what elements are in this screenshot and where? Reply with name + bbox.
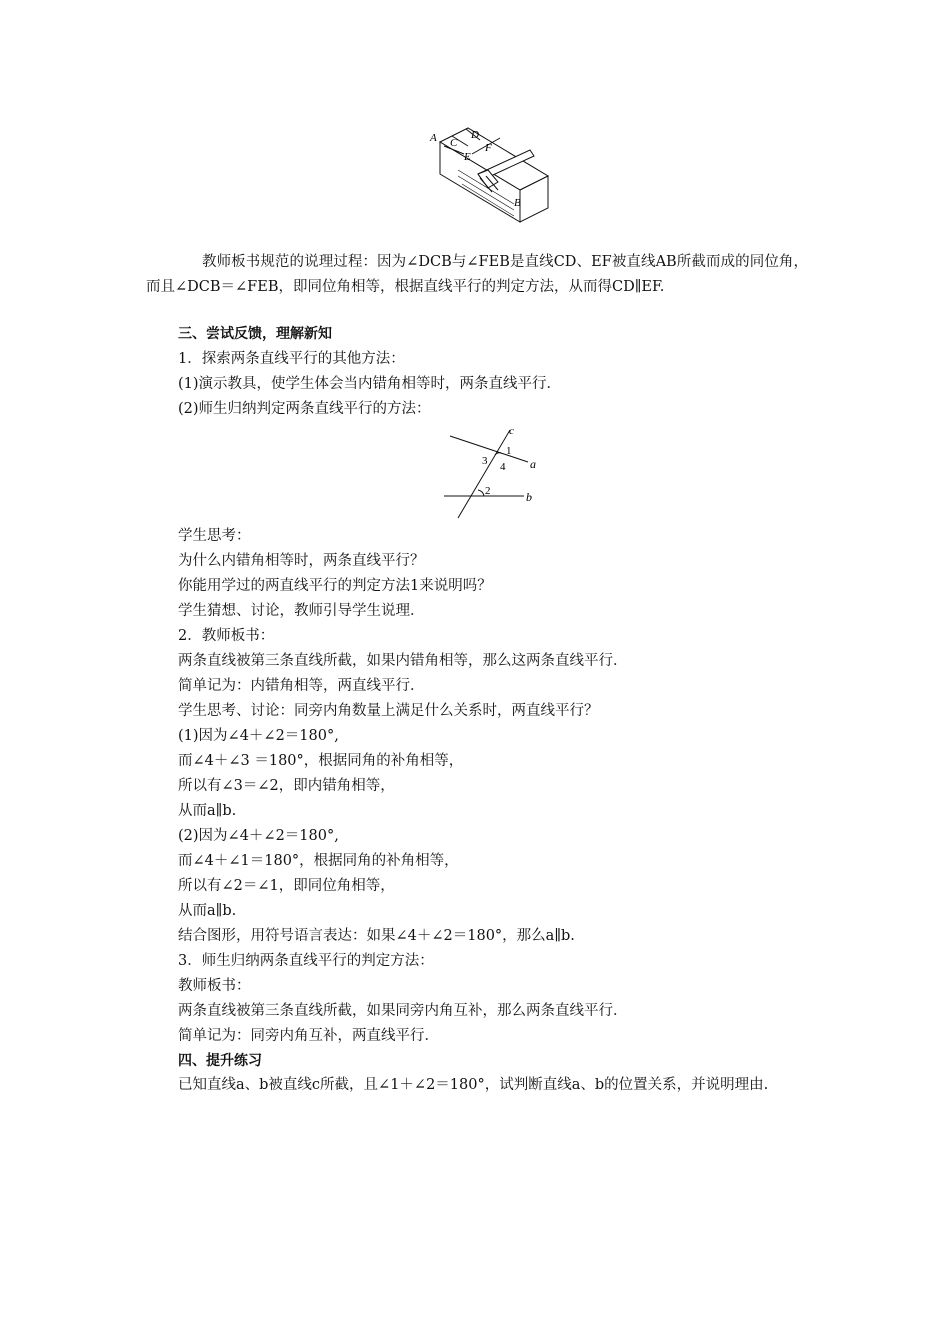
text-line: 所以有∠2＝∠1，即同位角相等，: [178, 878, 395, 894]
angle-2: 2: [485, 485, 491, 497]
label-F: F: [485, 142, 492, 154]
text-line: (1)因为∠4＋∠2＝180°,: [178, 728, 339, 744]
angle-1: 1: [506, 445, 512, 457]
text-line: 结合图形，用符号语言表达：如果∠4＋∠2＝180°，那么a∥b.: [178, 928, 575, 944]
label-c: c: [509, 425, 514, 437]
text-line: 简单记为：内错角相等，两直线平行．: [178, 678, 425, 694]
text-line: 从而a∥b.: [178, 803, 237, 819]
text-line: 所以有∠3＝∠2，即内错角相等，: [178, 778, 395, 794]
text-line: 学生思考、讨论：同旁内角数量上满足什么关系时，两直线平行？: [178, 703, 599, 719]
section-4-heading: 四、提升练习: [178, 1053, 262, 1069]
paragraph-explanation: 教师板书规范的说理过程：因为∠DCB与∠FEB是直线CD、EF被直线AB所截而成的同位角，而且∠DCB＝∠FEB，即同位角相等，根据直线平行的判定方法，从而得CD∥EF.: [146, 254, 808, 295]
text-line: 从而a∥b.: [178, 903, 237, 919]
text-line: (2)因为∠4＋∠2＝180°,: [178, 828, 339, 844]
text-line: 两条直线被第三条直线所截，如果同旁内角互补，那么两条直线平行．: [178, 1003, 628, 1019]
text-line: 2．教师板书：: [178, 628, 275, 644]
text-line: 3．师生归纳两条直线平行的判定方法：: [178, 953, 434, 969]
paragraph-exercise: 已知直线a、b被直线c所截，且∠1＋∠2＝180°，试判断直线a、b的位置关系，并说明理由.: [178, 1077, 769, 1093]
label-B: B: [514, 197, 521, 209]
text-line: (1)演示教具，使学生体会当内错角相等时，两条直线平行．: [178, 376, 562, 392]
label-b: b: [526, 490, 532, 504]
box-ruler-figure: [428, 124, 558, 226]
transversal-figure: [440, 424, 546, 520]
label-D: D: [471, 129, 479, 141]
section-3-heading: 三、尝试反馈，理解新知: [178, 326, 332, 342]
text-line: (2)师生归纳判定两条直线平行的方法：: [178, 401, 431, 417]
text-line: 而∠4＋∠3 ＝180°，根据同角的补角相等，: [178, 753, 464, 769]
text-line: 学生思考：: [178, 528, 251, 544]
angle-3: 3: [482, 455, 488, 467]
label-C: C: [450, 137, 458, 149]
angle-4: 4: [500, 461, 506, 473]
label-a: a: [530, 457, 536, 471]
label-E: E: [464, 151, 471, 163]
text-line: 教师板书：: [178, 978, 251, 994]
label-A: A: [430, 132, 437, 144]
text-line: 学生猜想、讨论，教师引导学生说理．: [178, 603, 425, 619]
text-line: 两条直线被第三条直线所截，如果内错角相等，那么这两条直线平行．: [178, 653, 628, 669]
text-line: 而∠4＋∠1＝180°，根据同角的补角相等，: [178, 853, 459, 869]
text-line: 简单记为：同旁内角互补，两直线平行．: [178, 1028, 439, 1044]
text-line: 你能用学过的两直线平行的判定方法1来说明吗？: [178, 578, 492, 594]
text-line: 1．探索两条直线平行的其他方法：: [178, 351, 405, 367]
text-line: 为什么内错角相等时，两条直线平行？: [178, 553, 425, 569]
